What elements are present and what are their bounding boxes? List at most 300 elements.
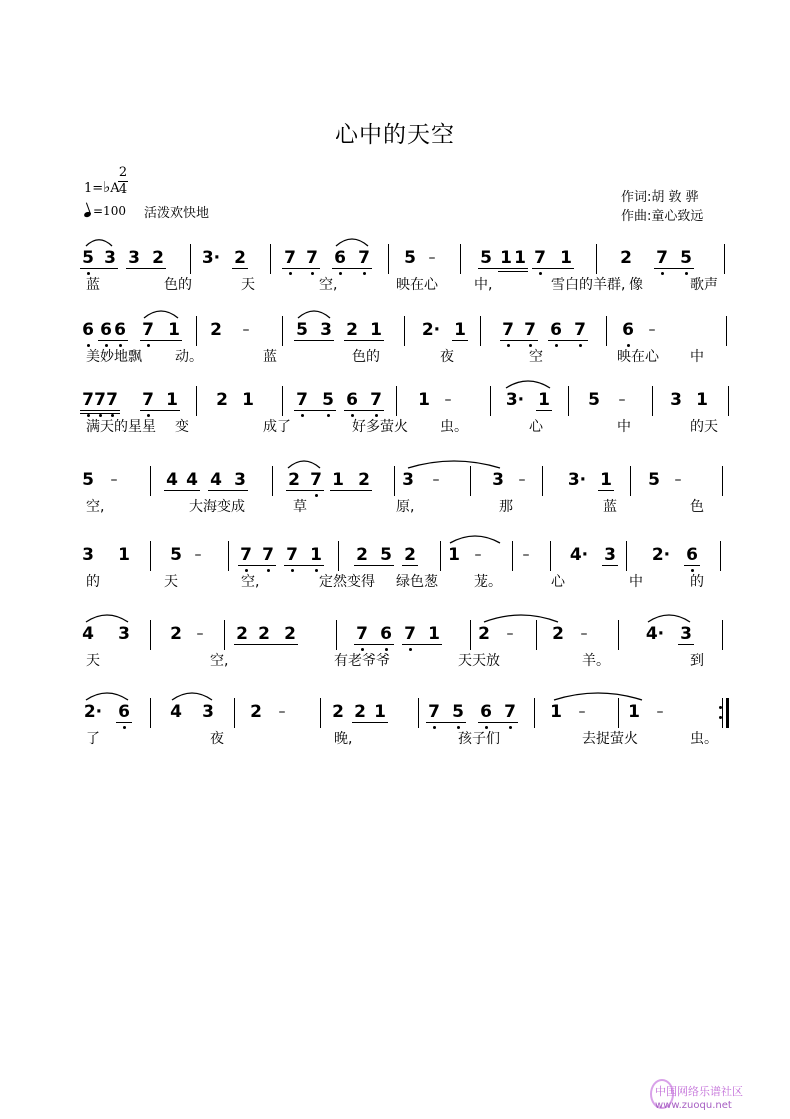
duration-underline <box>654 268 694 269</box>
jianpu-note: 1 <box>370 320 382 340</box>
jianpu-note: 7 <box>370 390 382 410</box>
key-prefix: 1= <box>84 181 104 196</box>
bar-line <box>320 698 321 728</box>
jianpu-note: 2 <box>284 624 296 644</box>
jianpu-note: 7 <box>358 248 370 268</box>
bar-line <box>440 541 441 571</box>
bar-line <box>534 698 535 728</box>
sustain-dash: – <box>242 322 250 338</box>
jianpu-note: 7 <box>502 320 514 340</box>
lyric-syllable: 定然变得 <box>319 574 375 590</box>
slur-arc <box>506 381 550 388</box>
time-signature <box>118 165 128 198</box>
lyric-syllable: 中 <box>629 574 643 590</box>
octave-dot <box>685 272 688 275</box>
lyric-syllable: 歌声 <box>690 277 718 293</box>
octave-dot <box>289 272 292 275</box>
jianpu-note: 3 <box>234 470 246 490</box>
sustain-dash: – <box>522 547 530 563</box>
octave-dot <box>579 344 582 347</box>
duration-underline <box>402 565 418 566</box>
bar-line <box>282 316 283 346</box>
duration-underline <box>602 565 618 566</box>
jianpu-note: 7 <box>306 248 318 268</box>
jianpu-note: 3 <box>202 702 214 722</box>
jianpu-note: 7 <box>82 390 94 410</box>
bar-line <box>722 698 723 728</box>
duration-underline <box>140 340 182 341</box>
lyric-syllable: 天天放 <box>458 653 500 669</box>
lyric-syllable: 羊。 <box>582 653 610 669</box>
jianpu-note: 5 <box>648 470 660 490</box>
jianpu-note: 6 <box>334 248 346 268</box>
jianpu-note: 2 <box>358 470 370 490</box>
jianpu-note: 4 <box>166 470 178 490</box>
jianpu-note: 3 <box>670 390 682 410</box>
octave-dot <box>147 344 150 347</box>
jianpu-note: 4· <box>569 545 589 565</box>
jianpu-note: 7 <box>142 390 154 410</box>
bar-line <box>234 698 235 728</box>
bar-line <box>652 386 653 416</box>
lyric-syllable: 色的 <box>352 349 380 365</box>
bar-line <box>460 244 461 274</box>
sustain-dash: – <box>656 704 664 720</box>
octave-dot <box>87 344 90 347</box>
jianpu-note: 1 <box>600 470 612 490</box>
jianpu-note: 7 <box>240 545 252 565</box>
watermark <box>655 1083 743 1111</box>
bar-line <box>336 620 337 650</box>
jianpu-note: 3 <box>680 624 692 644</box>
jianpu-note: 6 <box>550 320 562 340</box>
lyric-syllable: 中 <box>690 349 704 365</box>
duration-underline <box>354 644 394 645</box>
slur-arc <box>144 311 178 318</box>
jianpu-note: 7 <box>656 248 668 268</box>
duration-underline <box>164 490 200 491</box>
jianpu-note: 1 <box>374 702 386 722</box>
quarter-note-icon <box>83 211 91 218</box>
duration-underline <box>80 268 118 269</box>
duration-underline <box>332 268 372 269</box>
jianpu-note: 2 <box>236 624 248 644</box>
jianpu-note: 6 <box>380 624 392 644</box>
octave-dot <box>301 414 304 417</box>
jianpu-note: 1 <box>454 320 466 340</box>
jianpu-note: 2 <box>288 470 300 490</box>
lyric-syllable: 像 <box>629 277 643 293</box>
duration-underline <box>294 410 336 411</box>
jianpu-note: 3 <box>402 470 414 490</box>
octave-dot <box>385 648 388 651</box>
jianpu-note: 4 <box>170 702 182 722</box>
sustain-dash: – <box>110 472 118 488</box>
lyric-syllable: 夜 <box>210 731 224 747</box>
lyric-syllable: 草 <box>293 499 307 515</box>
jianpu-note: 2 <box>258 624 270 644</box>
lyric-syllable: 空 <box>529 349 543 365</box>
bar-line <box>512 541 513 571</box>
octave-dot <box>327 414 330 417</box>
jianpu-note: 1 <box>448 545 460 565</box>
jianpu-note: 6 <box>114 320 126 340</box>
jianpu-note: 3· <box>567 470 587 490</box>
bar-line <box>480 316 481 346</box>
duration-underline <box>208 490 248 491</box>
bar-line <box>196 316 197 346</box>
tempo-mark <box>84 204 126 218</box>
jianpu-note: 7 <box>524 320 536 340</box>
lyric-syllable: 孩子们 <box>458 731 500 747</box>
jianpu-note: 2· <box>421 320 441 340</box>
jianpu-note: 6 <box>686 545 698 565</box>
jianpu-note: 7 <box>262 545 274 565</box>
slur-arc <box>554 693 642 700</box>
sustain-dash: – <box>674 472 682 488</box>
jianpu-note: 4· <box>645 624 665 644</box>
octave-dot <box>111 414 114 417</box>
bar-line <box>606 316 607 346</box>
jianpu-note: 2 <box>346 320 358 340</box>
final-barline <box>726 698 729 728</box>
octave-dot <box>529 344 532 347</box>
bar-line <box>722 466 723 496</box>
duration-underline <box>282 268 320 269</box>
bar-line <box>542 466 543 496</box>
octave-dot <box>267 569 270 572</box>
duration-underline <box>352 722 388 723</box>
lyric-syllable: 雪白的羊群, <box>551 277 626 293</box>
lyric-syllable: 空, <box>241 574 260 590</box>
flat-sign: ♭ <box>103 178 111 196</box>
duration-underline <box>116 722 132 723</box>
watermark-site: 中国网络乐谱社区 <box>655 1085 743 1098</box>
jianpu-note: 7 <box>284 248 296 268</box>
lyric-syllable: 天 <box>86 653 100 669</box>
duration-underline <box>286 490 324 491</box>
jianpu-note: 6 <box>82 320 94 340</box>
jianpu-note: 6 <box>480 702 492 722</box>
duration-underline <box>598 490 614 491</box>
lyric-syllable: 那 <box>499 499 513 515</box>
duration-underline <box>532 268 574 269</box>
jianpu-note: 7 <box>428 702 440 722</box>
bar-line <box>722 620 723 650</box>
lyricist-credit: 作词:胡 敦 骅 <box>621 190 699 205</box>
bar-line <box>224 620 225 650</box>
jianpu-note: 5 <box>452 702 464 722</box>
lyric-syllable: 到 <box>690 653 704 669</box>
jianpu-note: 7 <box>534 248 546 268</box>
jianpu-note: 1 <box>310 545 322 565</box>
bar-line <box>470 466 471 496</box>
jianpu-note: 1 <box>242 390 254 410</box>
jianpu-note: 1 <box>500 248 512 268</box>
jianpu-note: 2 <box>404 545 416 565</box>
slur-arc <box>484 615 558 622</box>
octave-dot <box>87 414 90 417</box>
jianpu-note: 1 <box>696 390 708 410</box>
duration-underline <box>284 565 324 566</box>
duration-underline <box>140 410 180 411</box>
jianpu-note: 3 <box>604 545 616 565</box>
jianpu-note: 7 <box>296 390 308 410</box>
jianpu-note: 5 <box>170 545 182 565</box>
lyric-syllable: 的 <box>86 574 100 590</box>
lyric-syllable: 美妙地飘 <box>86 349 142 365</box>
key-letter: A <box>110 181 120 196</box>
jianpu-note: 7 <box>574 320 586 340</box>
lyric-syllable: 心 <box>551 574 565 590</box>
bar-line <box>282 386 283 416</box>
lyric-syllable: 蓝 <box>263 349 277 365</box>
jianpu-note: 2 <box>354 702 366 722</box>
jianpu-note: 3 <box>128 248 140 268</box>
jianpu-note: 2 <box>216 390 228 410</box>
jianpu-note: 5 <box>296 320 308 340</box>
lyric-syllable: 色的 <box>164 277 192 293</box>
jianpu-note: 2· <box>651 545 671 565</box>
octave-dot <box>555 344 558 347</box>
duration-underline <box>536 410 552 411</box>
lyric-syllable: 晚, <box>334 731 353 747</box>
jianpu-note: 2 <box>250 702 262 722</box>
jianpu-note: 6 <box>622 320 634 340</box>
jianpu-note: 1 <box>550 702 562 722</box>
jianpu-note: 2 <box>234 248 246 268</box>
jianpu-note: 2 <box>170 624 182 644</box>
duration-underline <box>344 340 384 341</box>
slur-arc <box>86 693 128 700</box>
octave-dot <box>375 414 378 417</box>
jianpu-note: 2· <box>83 702 103 722</box>
bar-line <box>550 541 551 571</box>
jianpu-note: 4 <box>82 624 94 644</box>
jianpu-note: 2 <box>152 248 164 268</box>
sustain-dash: – <box>196 626 204 642</box>
jianpu-note: 7 <box>142 320 154 340</box>
duration-underline <box>402 644 442 645</box>
lyric-syllable: 好多萤火 <box>352 419 408 435</box>
expression-mark: 活泼欢快地 <box>144 206 210 221</box>
octave-dot <box>691 569 694 572</box>
sustain-dash: – <box>618 392 626 408</box>
lyric-syllable: 空, <box>86 499 105 515</box>
bar-line <box>394 466 395 496</box>
jianpu-note: 7 <box>310 470 322 490</box>
lyric-syllable: 动。 <box>175 349 203 365</box>
octave-dot <box>87 272 90 275</box>
slur-arc <box>86 240 112 246</box>
lyric-syllable: 成了 <box>263 419 291 435</box>
jianpu-note: 2 <box>332 702 344 722</box>
time-sig-bottom: 4 <box>118 182 128 197</box>
jianpu-note: 5 <box>82 470 94 490</box>
octave-dot <box>123 726 126 729</box>
lyric-syllable: 的 <box>690 574 704 590</box>
lyric-syllable: 天 <box>164 574 178 590</box>
jianpu-note: 7 <box>504 702 516 722</box>
bar-line <box>190 244 191 274</box>
duration-underline <box>98 340 128 341</box>
lyric-syllable: 映在心 <box>617 349 659 365</box>
octave-dot <box>363 272 366 275</box>
bar-line <box>470 620 471 650</box>
repeat-dot <box>719 716 722 719</box>
jianpu-note: 5 <box>322 390 334 410</box>
slur-arc <box>336 239 368 246</box>
bar-line <box>150 541 151 571</box>
jianpu-note: 1 <box>332 470 344 490</box>
duration-underline <box>234 644 298 645</box>
bar-line <box>228 541 229 571</box>
jianpu-note: 5 <box>380 545 392 565</box>
duration-underline <box>294 340 334 341</box>
bar-line <box>618 698 619 728</box>
lyric-syllable: 空, <box>210 653 229 669</box>
jianpu-note: 3 <box>118 624 130 644</box>
lyric-syllable: 映在心 <box>396 277 438 293</box>
duration-underline <box>478 722 518 723</box>
slur-arc <box>648 615 690 622</box>
jianpu-note: 1 <box>428 624 440 644</box>
jianpu-note: 1 <box>628 702 640 722</box>
jianpu-note: 5 <box>588 390 600 410</box>
octave-dot <box>291 569 294 572</box>
duration-underline <box>126 268 166 269</box>
bar-line <box>272 466 273 496</box>
song-title: 心中的天空 <box>335 122 455 148</box>
lyric-syllable: 虫。 <box>690 731 718 747</box>
lyric-syllable: 中 <box>617 419 631 435</box>
jianpu-note: 7 <box>356 624 368 644</box>
octave-dot <box>485 726 488 729</box>
jianpu-note: 5 <box>82 248 94 268</box>
jianpu-note: 3 <box>104 248 116 268</box>
bar-line <box>728 386 729 416</box>
bar-line <box>396 386 397 416</box>
sustain-dash: – <box>444 392 452 408</box>
octave-dot <box>409 648 412 651</box>
octave-dot <box>539 272 542 275</box>
lyric-syllable: 大海变成 <box>189 499 245 515</box>
tempo-value: =100 <box>93 204 126 218</box>
octave-dot <box>119 344 122 347</box>
bar-line <box>338 541 339 571</box>
slur-arc <box>288 461 320 468</box>
lyric-syllable: 虫。 <box>440 419 468 435</box>
jianpu-note: 2 <box>478 624 490 644</box>
duration-underline <box>498 271 528 272</box>
jianpu-note: 3· <box>201 248 221 268</box>
sustain-dash: – <box>580 626 588 642</box>
bar-line <box>626 541 627 571</box>
sustain-dash: – <box>428 250 436 266</box>
octave-dot <box>147 414 150 417</box>
octave-dot <box>311 272 314 275</box>
lyric-syllable: 夜 <box>440 349 454 365</box>
bar-line <box>724 244 725 274</box>
octave-dot <box>433 726 436 729</box>
jianpu-note: 2 <box>210 320 222 340</box>
jianpu-note: 7 <box>94 390 106 410</box>
lyric-syllable: 天 <box>241 277 255 293</box>
jianpu-note: 1 <box>118 545 130 565</box>
octave-dot <box>661 272 664 275</box>
slur-arc <box>408 461 500 468</box>
slur-arc <box>450 536 500 543</box>
duration-underline <box>354 565 394 566</box>
lyric-syllable: 蓝 <box>86 277 100 293</box>
sustain-dash: – <box>474 547 482 563</box>
jianpu-note: 1 <box>560 248 572 268</box>
sustain-dash: – <box>194 547 202 563</box>
octave-dot <box>245 569 248 572</box>
credits <box>621 188 703 226</box>
jianpu-note: 2 <box>356 545 368 565</box>
bar-line <box>388 244 389 274</box>
jianpu-note: 1 <box>514 248 526 268</box>
jianpu-note: 7 <box>404 624 416 644</box>
sustain-dash: – <box>506 626 514 642</box>
jianpu-note: 7 <box>106 390 118 410</box>
lyric-syllable: 色 <box>690 499 704 515</box>
jianpu-note: 6 <box>346 390 358 410</box>
bar-line <box>270 244 271 274</box>
bar-line <box>490 386 491 416</box>
bar-line <box>150 466 151 496</box>
bar-line <box>618 620 619 650</box>
octave-dot <box>315 494 318 497</box>
sustain-dash: – <box>278 704 286 720</box>
jianpu-note: 6 <box>100 320 112 340</box>
jianpu-note: 3 <box>82 545 94 565</box>
repeat-dot <box>719 706 722 709</box>
sustain-dash: – <box>578 704 586 720</box>
bar-line <box>536 620 537 650</box>
bar-line <box>630 466 631 496</box>
octave-dot <box>339 272 342 275</box>
jianpu-note: 1 <box>418 390 430 410</box>
lyric-syllable: 茏。 <box>474 574 502 590</box>
slur-arc <box>298 311 330 318</box>
lyric-syllable: 的天 <box>690 419 718 435</box>
jianpu-note: 1 <box>538 390 550 410</box>
jianpu-note: 1 <box>168 320 180 340</box>
duration-underline <box>684 565 700 566</box>
jianpu-note: 2 <box>620 248 632 268</box>
slur-arc <box>172 693 212 700</box>
octave-dot <box>99 414 102 417</box>
time-sig-top: 2 <box>118 165 128 180</box>
lyric-syllable: 蓝 <box>603 499 617 515</box>
octave-dot <box>105 344 108 347</box>
octave-dot <box>457 726 460 729</box>
jianpu-note: 5 <box>680 248 692 268</box>
duration-underline <box>478 268 528 269</box>
bar-line <box>150 698 151 728</box>
octave-dot <box>361 648 364 651</box>
bar-line <box>596 244 597 274</box>
jianpu-note: 5 <box>480 248 492 268</box>
sustain-dash: – <box>648 322 656 338</box>
bar-line <box>418 698 419 728</box>
jianpu-note: 1 <box>166 390 178 410</box>
lyric-syllable: 有老爷爷 <box>334 653 390 669</box>
duration-underline <box>232 268 248 269</box>
duration-underline <box>80 410 120 411</box>
